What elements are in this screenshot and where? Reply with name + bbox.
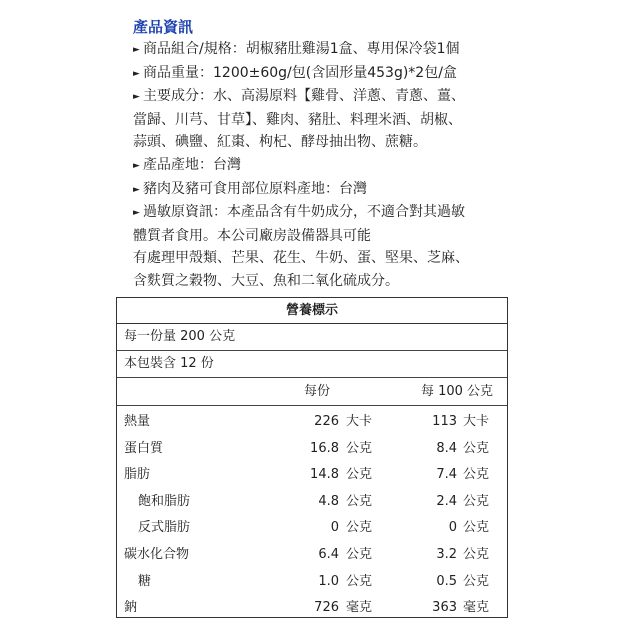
info-line-ingredients-cont: 當歸、川芎、甘草】、雞肉、豬肚、料理米酒、胡椒、 [133,111,462,128]
nutrition-facts-table [116,297,508,618]
nutrient-row-energy [117,409,507,436]
info-line-allergen-cont: 有處理甲殼類、芒果、花生、牛奶、蛋、堅果、芝麻、 [133,250,469,267]
value-per-100g: 0.5 [436,573,457,589]
value-per-100g: 8.4 [436,440,457,456]
value-per-100g: 363 [432,600,457,616]
value-per-serving: 0 [330,520,339,536]
value-per-serving: 6.4 [318,546,339,562]
value-per-serving: 1.0 [318,573,339,589]
nutrient-label: 蛋白質 [124,440,164,456]
nutrient-label: 熱量 [124,414,151,429]
arrow-bullet-icon: ► [133,45,140,55]
value-per-100g: 7.4 [436,467,457,483]
value-per-100g: 3.2 [436,546,457,562]
value-per-serving: 14.8 [310,467,339,483]
serving-size: 每一份量 200 公克 [117,324,507,351]
unit-per-100g: 公克 [463,440,490,456]
nutrient-row-saturated-fat [117,489,507,516]
info-line-allergen-cont: 含麩質之穀物、大豆、魚和二氧化硫成分。 [133,272,399,289]
value-per-100g: 113 [432,414,457,429]
nutrient-row-carbohydrate [117,542,507,569]
value-per-serving: 226 [314,414,339,429]
info-line-text: 主要成分：水、高湯原料【雞骨、洋蔥、青蔥、薑、 [143,88,465,105]
value-per-serving: 4.8 [318,493,339,509]
arrow-bullet-icon: ► [133,68,140,79]
info-line-text: 商品重量：1200±60g/包(含固形量453g)*2包/盒 [143,64,457,81]
info-line-text: 商品組合/規格：胡椒豬肚雞湯1盒、專用保冷袋1個 [143,41,460,57]
info-line-text: 產品產地：台灣 [143,156,241,173]
nutrient-row-protein [117,436,507,463]
value-per-100g: 0 [448,520,457,536]
unit-per-100g: 毫克 [463,600,490,616]
info-line-origin [133,154,513,178]
unit-per-serving: 大卡 [346,414,373,429]
info-line-allergen-cont: 體質者食用。本公司廠房設備器具可能 [133,227,371,244]
arrow-bullet-icon: ► [133,92,140,103]
value-per-100g: 2.4 [436,493,457,509]
info-line-spec [133,38,513,62]
nutrient-row-fat [117,462,507,489]
nutrient-label: 飽和脂肪 [138,493,191,509]
info-line-ingredients [133,85,513,109]
nutrient-label: 碳水化合物 [124,546,190,562]
unit-per-serving: 公克 [346,467,373,483]
nutrient-row-trans-fat [117,515,507,542]
info-line-text: 豬肉及豬可食用部位原料產地：台灣 [143,180,367,197]
unit-per-100g: 公克 [463,467,490,483]
info-line-text: 過敏原資訊：本產品含有牛奶成分，不適合對其過敏 [143,204,465,221]
info-line-allergen [133,201,513,225]
nutrition-column-header [117,378,507,406]
unit-per-100g: 公克 [463,493,490,509]
product-info-section [133,16,513,293]
value-per-serving: 16.8 [310,440,339,456]
info-line-weight [133,62,513,86]
arrow-bullet-icon: ► [133,160,140,171]
nutrient-row-sodium [117,595,507,622]
info-line-pork-origin [133,178,513,202]
unit-per-serving: 公克 [346,520,373,536]
arrow-bullet-icon: ► [133,208,140,219]
servings-per-package: 本包裝含 12 份 [117,351,507,378]
unit-per-100g: 公克 [463,520,490,536]
unit-per-serving: 公克 [346,546,373,562]
unit-per-100g: 公克 [463,573,490,589]
nutrient-row-sugar [117,569,507,596]
nutrient-label: 鈉 [124,600,138,616]
nutrition-title: 營養標示 [117,298,507,324]
nutrient-label: 糖 [138,573,152,589]
unit-per-serving: 公克 [346,493,373,509]
unit-per-serving: 毫克 [346,600,373,616]
nutrient-label: 反式脂肪 [138,520,191,536]
arrow-bullet-icon: ► [133,184,140,195]
column-per-serving: 每份 [303,384,330,399]
column-per-100g: 每 100 公克 [420,384,494,399]
unit-per-serving: 公克 [346,573,373,589]
value-per-serving: 726 [314,600,339,616]
info-line-ingredients-cont: 蒜頭、碘鹽、紅棗、枸杞、酵母抽出物、蔗糖。 [133,134,427,151]
product-info-title: 產品資訊 [133,18,194,36]
nutrient-label: 脂肪 [124,467,151,483]
nutrition-rows [117,406,507,622]
unit-per-serving: 公克 [346,440,373,456]
unit-per-100g: 公克 [463,546,490,562]
unit-per-100g: 大卡 [463,414,490,429]
